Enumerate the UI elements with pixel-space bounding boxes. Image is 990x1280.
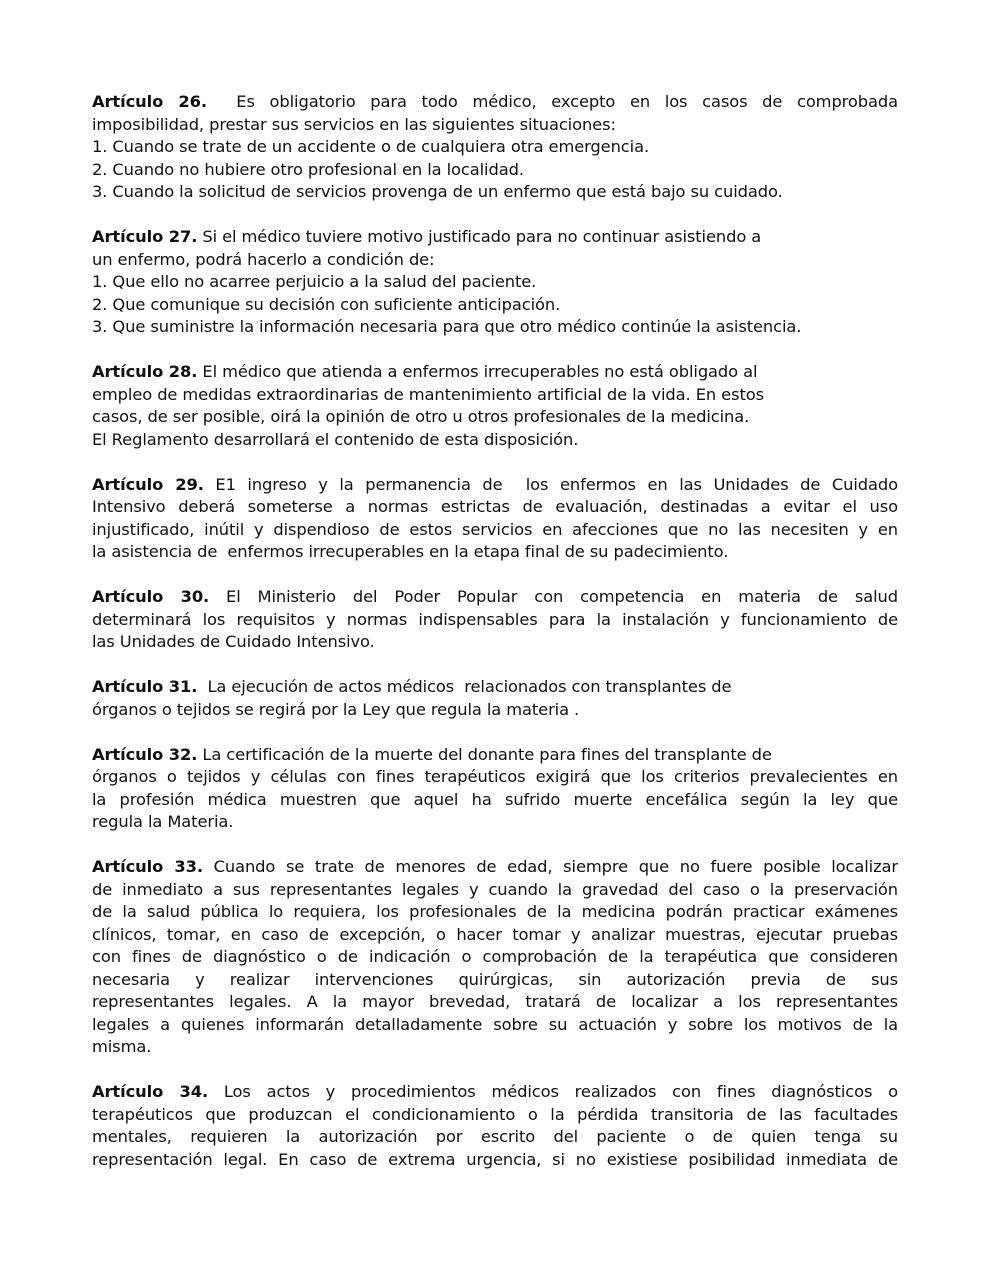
article-text: El Ministerio del Poder Popular con competencia en materia de salud <box>209 587 898 606</box>
article-line <box>92 541 898 564</box>
article-text: necesaria y realizar intervenciones quirúrgicas, sin autorización previa de sus <box>92 969 898 989</box>
article-block <box>92 856 898 1059</box>
article-text: terapéuticos que produzcan el condicionamiento o la pérdida transitoria de las facultades <box>92 1104 898 1124</box>
article-text: E1 ingreso y la permanencia de los enfermos en las Unidades de Cuidado <box>203 474 898 494</box>
article-line <box>92 609 898 632</box>
article-text: El médico que atienda a enfermos irrecuperables no está obligado al <box>197 362 758 381</box>
article-number: Artículo 31. <box>92 677 198 696</box>
article-text: injustificado, inútil y dispendioso de estos servicios en afecciones que no las necesiten y en <box>92 519 898 539</box>
article-line <box>92 1081 898 1104</box>
article-line <box>92 181 898 204</box>
article-text: regula la Materia. <box>92 812 234 831</box>
article-line <box>92 744 898 767</box>
article-line <box>92 159 898 182</box>
article-line <box>92 1036 898 1059</box>
article-text: clínicos, tomar, en caso de excepción, o hacer tomar y analizar muestras, ejecutar pruebas <box>92 924 898 944</box>
article-line <box>92 429 898 452</box>
article-line <box>92 856 898 879</box>
article-line <box>92 496 898 519</box>
article-line <box>92 1014 898 1037</box>
document-page <box>92 91 898 1194</box>
article-text: con fines de diagnóstico o de indicación o comprobación de la terapéutica que consideren <box>92 947 898 966</box>
article-line <box>92 249 898 272</box>
article-line <box>92 901 898 924</box>
article-number: Artículo 27. <box>92 227 198 246</box>
article-block <box>92 226 898 339</box>
article-line <box>92 879 898 902</box>
article-line <box>92 811 898 834</box>
article-text: la profesión médica muestren que aquel ha sufrido muerte encefálica según la ley que <box>92 789 898 809</box>
article-text: un enfermo, podrá hacerlo a condición de: <box>92 249 435 269</box>
article-text: 1. Cuando se trate de un accidente o de cualquiera otra emergencia. <box>92 137 650 156</box>
article-number: Artículo 33. <box>92 857 203 876</box>
article-text: casos, de ser posible, oirá la opinión de otro u otros profesionales de la medicina. <box>92 407 750 426</box>
article-line <box>92 136 898 159</box>
article-line <box>92 631 898 654</box>
article-number: Artículo 34. <box>92 1082 209 1101</box>
article-line <box>92 271 898 294</box>
article-text: 3. Que suministre la información necesaria para que otro médico continúe la asistencia. <box>92 317 802 336</box>
article-line <box>92 384 898 407</box>
article-text: órganos o tejidos y células con fines terapéuticos exigirá que los criterios prevalecientes en <box>92 767 898 786</box>
article-line <box>92 789 898 812</box>
article-text: de la salud pública lo requiera, los profesionales de la medicina podrán practicar exámenes <box>92 902 898 921</box>
article-line <box>92 1104 898 1127</box>
article-text: empleo de medidas extraordinarias de mantenimiento artificial de la vida. En estos <box>92 384 764 404</box>
article-text: Los actos y procedimientos médicos realizados con fines diagnósticos o <box>208 1082 899 1101</box>
article-text: 2. Cuando no hubiere otro profesional en la localidad. <box>92 159 524 179</box>
article-line <box>92 969 898 992</box>
article-line <box>92 361 898 384</box>
article-text: la asistencia de enfermos irrecuperables en la etapa final de su padecimiento. <box>92 542 729 561</box>
article-text: las Unidades de Cuidado Intensivo. <box>92 632 375 651</box>
article-text: representantes legales. A la mayor brevedad, tratará de localizar a los representantes <box>92 992 898 1011</box>
article-number: Artículo 26. <box>92 92 207 111</box>
article-block <box>92 91 898 204</box>
article-text: 3. Cuando la solicitud de servicios provenga de un enfermo que está bajo su cuidado. <box>92 182 783 201</box>
article-text: imposibilidad, prestar sus servicios en las siguientes situaciones: <box>92 114 616 134</box>
article-block <box>92 744 898 834</box>
article-block <box>92 361 898 451</box>
article-number: Artículo 30. <box>92 587 210 606</box>
article-number: Artículo 28. <box>92 362 198 381</box>
article-text: legales a quienes informarán detalladamente sobre su actuación y sobre los motivos de la <box>92 1014 898 1034</box>
article-line <box>92 924 898 947</box>
article-line <box>92 699 898 722</box>
article-number: Artículo 29. <box>92 474 204 494</box>
article-text: Cuando se trate de menores de edad, siempre que no fuere posible localizar <box>202 857 899 876</box>
article-text: representación legal. En caso de extrema urgencia, si no existiese posibilidad inmediata de <box>92 1149 898 1169</box>
article-text: Intensivo deberá someterse a normas estrictas de evaluación, destinadas a evitar el uso <box>92 497 898 516</box>
article-text: 1. Que ello no acarree perjuicio a la salud del paciente. <box>92 272 537 291</box>
article-line <box>92 1149 898 1172</box>
article-text: Es obligatorio para todo médico, excepto en los casos de comprobada <box>206 92 898 111</box>
article-text: El Reglamento desarrollará el contenido de esta disposición. <box>92 429 579 449</box>
article-text: 2. Que comunique su decisión con suficiente anticipación. <box>92 294 561 314</box>
article-text: de inmediato a sus representantes legales y cuando la gravedad del caso o la preservación <box>92 879 898 899</box>
article-number: Artículo 32. <box>92 744 198 764</box>
article-line <box>92 474 898 497</box>
article-block <box>92 474 898 564</box>
article-text: Si el médico tuviere motivo justificado para no continuar asistiendo a <box>197 227 762 246</box>
article-line <box>92 1126 898 1149</box>
article-line <box>92 294 898 317</box>
article-line <box>92 91 898 114</box>
article-line <box>92 586 898 609</box>
article-line <box>92 519 898 542</box>
article-line <box>92 946 898 969</box>
article-line <box>92 676 898 699</box>
article-line <box>92 991 898 1014</box>
article-text: mentales, requieren la autorización por escrito del paciente o de quien tenga su <box>92 1127 898 1146</box>
article-block <box>92 586 898 654</box>
article-text: determinará los requisitos y normas indispensables para la instalación y funcionamiento de <box>92 609 898 629</box>
article-line <box>92 406 898 429</box>
article-line <box>92 766 898 789</box>
article-line <box>92 114 898 137</box>
article-block <box>92 1081 898 1171</box>
article-line <box>92 316 898 339</box>
article-text: La ejecución de actos médicos relacionados con transplantes de <box>197 677 732 696</box>
article-block <box>92 676 898 721</box>
article-text: órganos o tejidos se regirá por la Ley que regula la materia . <box>92 699 580 719</box>
article-text: La certificación de la muerte del donante para fines del transplante de <box>197 744 772 764</box>
article-line <box>92 226 898 249</box>
article-text: misma. <box>92 1037 152 1056</box>
